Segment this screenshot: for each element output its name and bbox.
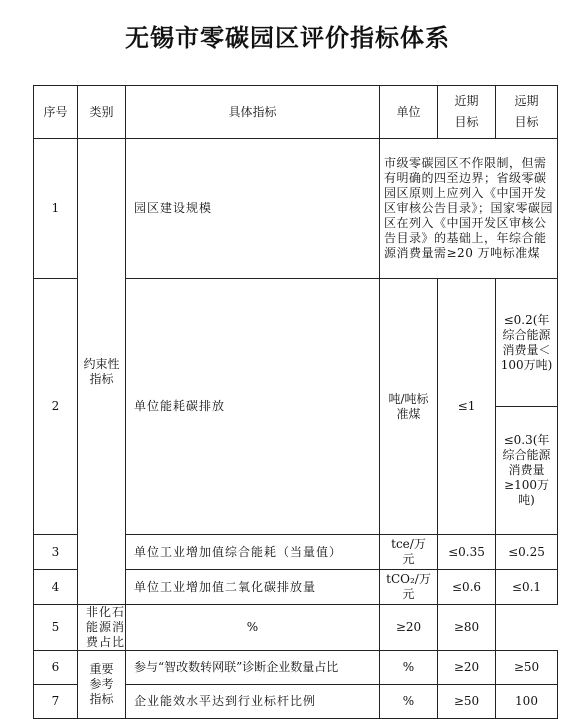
row-seq: 7 [34, 685, 78, 719]
row-near: ≥20 [438, 651, 496, 685]
header-far-line1: 远期 [514, 94, 539, 108]
header-indicator: 具体指标 [126, 86, 380, 139]
row-far: 100 [496, 685, 558, 719]
row-unit-text: 吨/吨标准煤 [388, 391, 429, 421]
row-near: ≤1 [438, 279, 496, 535]
row-far-b-text: ≤0.3(年综合能源消费量≥100万吨) [502, 433, 551, 507]
row-indicator: 非化石能源消费占比 [78, 605, 126, 651]
row-unit: % [380, 685, 438, 719]
row-far-a-text: ≤0.2(年综合能源消费量＜100万吨) [500, 312, 553, 372]
row-far-b [496, 407, 558, 535]
row-near: ≤0.35 [438, 535, 496, 570]
header-near-line2: 目标 [454, 115, 479, 129]
row-far: ≥80 [438, 605, 496, 651]
row-unit [380, 279, 438, 535]
row-indicator: 单位工业增加值综合能耗（当量值） [126, 535, 380, 570]
category-binding [78, 139, 126, 605]
row-unit-text: tce/万元 [391, 537, 426, 566]
table-header-row [34, 86, 558, 139]
header-unit: 单位 [380, 86, 438, 139]
row-near: ≥50 [438, 685, 496, 719]
row-seq: 1 [34, 139, 78, 279]
row-unit: % [380, 651, 438, 685]
header-far-target [496, 86, 558, 139]
document-title: 无锡市零碳园区评价指标体系 [125, 23, 450, 52]
row-seq: 6 [34, 651, 78, 685]
category-reference-label: 重要参考指标 [89, 662, 114, 706]
row-indicator: 参与“智改数转网联”诊断企业数量占比 [126, 651, 380, 685]
row-far: ≥50 [496, 651, 558, 685]
row-seq: 4 [34, 570, 78, 605]
row-far-a [496, 279, 558, 407]
indicator-table [33, 85, 558, 719]
category-binding-label: 约束性指标 [83, 356, 120, 386]
category-reference [78, 651, 126, 719]
header-far-line2: 目标 [514, 115, 539, 129]
row-seq: 3 [34, 535, 78, 570]
header-category: 类别 [78, 86, 126, 139]
row-indicator: 企业能效水平达到行业标杆比例 [126, 685, 380, 719]
row-far: ≤0.1 [496, 570, 558, 605]
row-indicator: 园区建设规模 [126, 139, 380, 279]
table-row [34, 139, 558, 279]
row-near: ≥20 [380, 605, 438, 651]
header-near-line1: 近期 [454, 94, 479, 108]
row-seq: 5 [34, 605, 78, 651]
row-near: ≤0.6 [438, 570, 496, 605]
table-row [34, 605, 558, 651]
row-far: ≤0.25 [496, 535, 558, 570]
row-note: 市级零碳园区不作限制，但需有明确的四至边界；省级零碳园区原则上应列入《中国开发区审核公告目录》；国家零碳园区在列入《中国开发区审核公告目录》的基础上，年综合能源消费量需≥20 万吨标准煤 [380, 139, 558, 279]
row-unit [380, 535, 438, 570]
row-unit-text: tCO₂/万元 [386, 572, 431, 601]
header-seq: 序号 [34, 86, 78, 139]
row-seq: 2 [34, 279, 78, 535]
row-unit [380, 570, 438, 605]
row-indicator: 单位能耗碳排放 [126, 279, 380, 535]
table-row [34, 651, 558, 685]
header-near-target [438, 86, 496, 139]
row-indicator: 单位工业增加值二氧化碳排放量 [126, 570, 380, 605]
row-unit: % [126, 605, 380, 651]
